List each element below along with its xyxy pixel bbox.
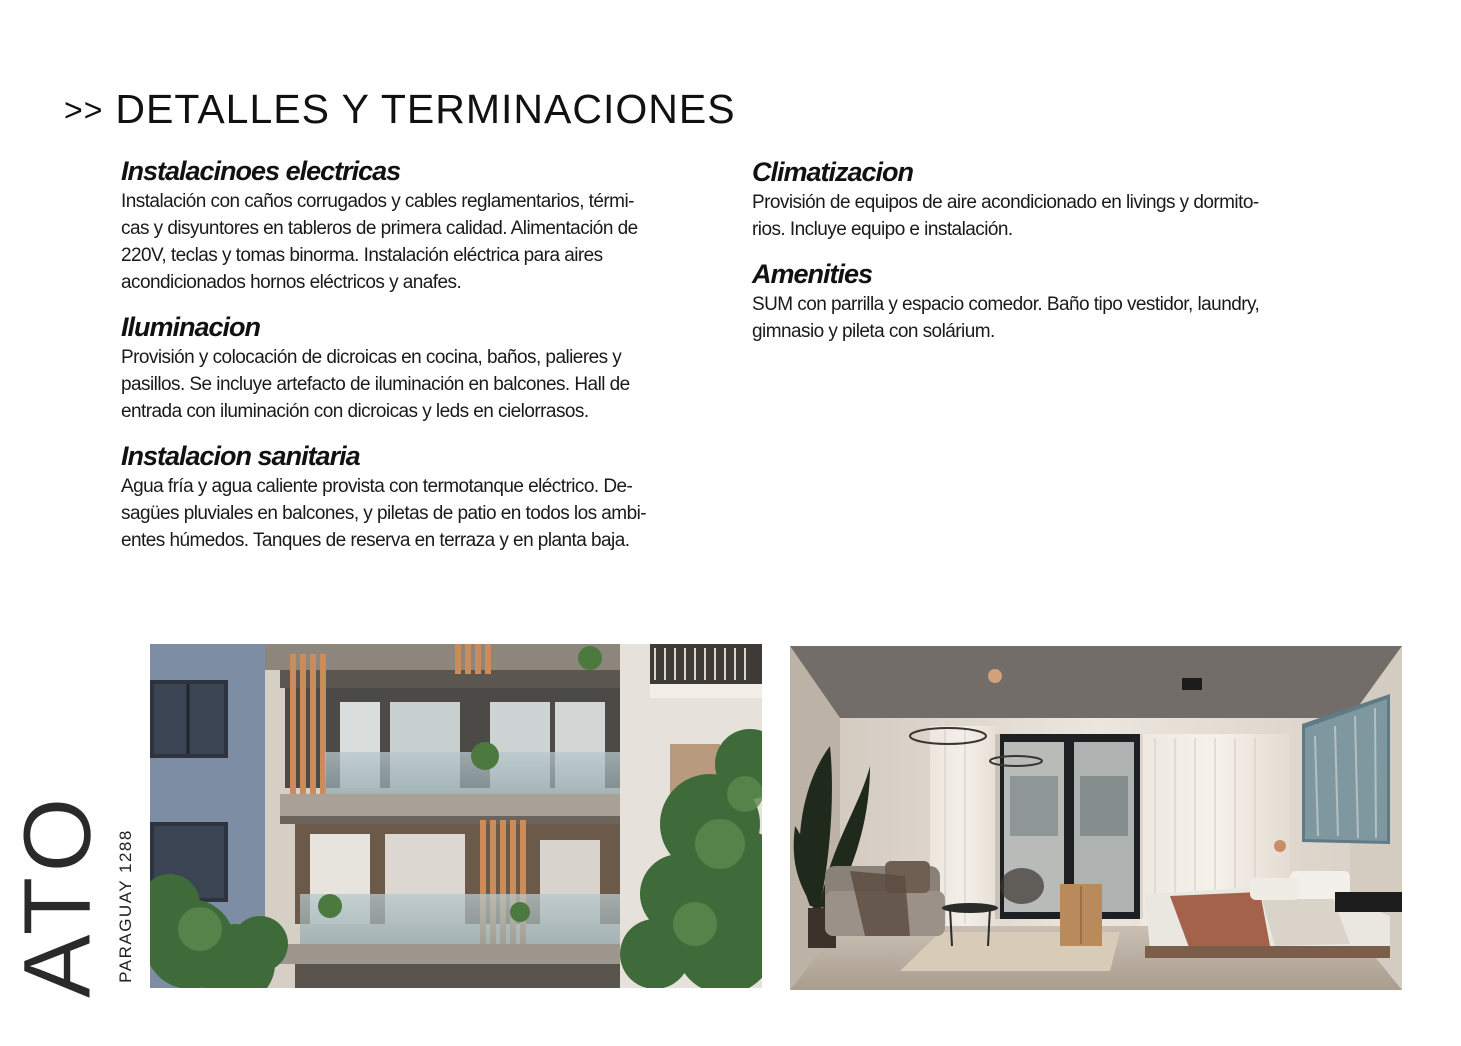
text-line: 220V, teclas y tomas binorma. Instalación eléctrica para aires [121, 245, 603, 266]
section-title: Instalacinoes electricas [121, 156, 401, 186]
title-arrows: >> [64, 92, 104, 128]
building-facade-photo [150, 644, 762, 988]
text-line: Instalación con caños corrugados y cables reglamentarios, térmi- [121, 191, 634, 212]
text-line: SUM con parrilla y espacio comedor. Baño tipo vestidor, laundry, [752, 294, 1260, 315]
section-text [752, 291, 1352, 345]
text-line: sagües pluviales en balcones, y piletas de patio en todos los ambi- [121, 503, 647, 524]
bedroom-interior-image [790, 646, 1402, 990]
building-facade-image [150, 644, 762, 988]
section-text [121, 473, 721, 554]
text-line: entrada con iluminación con dicroicas y leds en cielorrasos. [121, 401, 589, 422]
section-text [121, 188, 721, 296]
section-title: Instalacion sanitaria [121, 441, 360, 471]
section-instalacion-sanitaria [121, 439, 721, 554]
text-line: pasillos. Se incluye artefacto de iluminación en balcones. Hall de [121, 374, 630, 395]
text-line: Agua fría y agua caliente provista con termotanque eléctrico. De- [121, 476, 633, 497]
text-line: entes húmedos. Tanques de reserva en terraza y en planta baja. [121, 530, 630, 551]
section-title: Amenities [752, 259, 873, 289]
section-instalaciones-electricas [121, 154, 721, 296]
section-text [752, 189, 1352, 243]
text-line: Provisión y colocación de dicroicas en cocina, baños, palieres y [121, 347, 622, 368]
text-line: rios. Incluye equipo e instalación. [752, 219, 1013, 240]
section-climatizacion [752, 155, 1352, 243]
section-title: Iluminacion [121, 312, 261, 342]
text-line: acondicionados hornos eléctricos y anafes. [121, 272, 462, 293]
page-title [64, 86, 736, 133]
title-text: DETALLES Y TERMINACIONES [115, 86, 736, 132]
brand-address: PARAGUAY 1288 [116, 829, 135, 983]
text-line: Provisión de equipos de aire acondicionado en livings y dormito- [752, 192, 1259, 213]
section-title: Climatizacion [752, 157, 914, 187]
brand-logo: ATO [4, 791, 111, 999]
left-column [121, 154, 721, 568]
text-line: cas y disyuntores en tableros de primera calidad. Alimentación de [121, 218, 638, 239]
text-line: gimnasio y pileta con solárium. [752, 321, 995, 342]
right-column [752, 155, 1352, 359]
section-amenities [752, 257, 1352, 345]
section-iluminacion [121, 310, 721, 425]
section-text [121, 344, 721, 425]
bedroom-interior-photo [790, 646, 1402, 990]
